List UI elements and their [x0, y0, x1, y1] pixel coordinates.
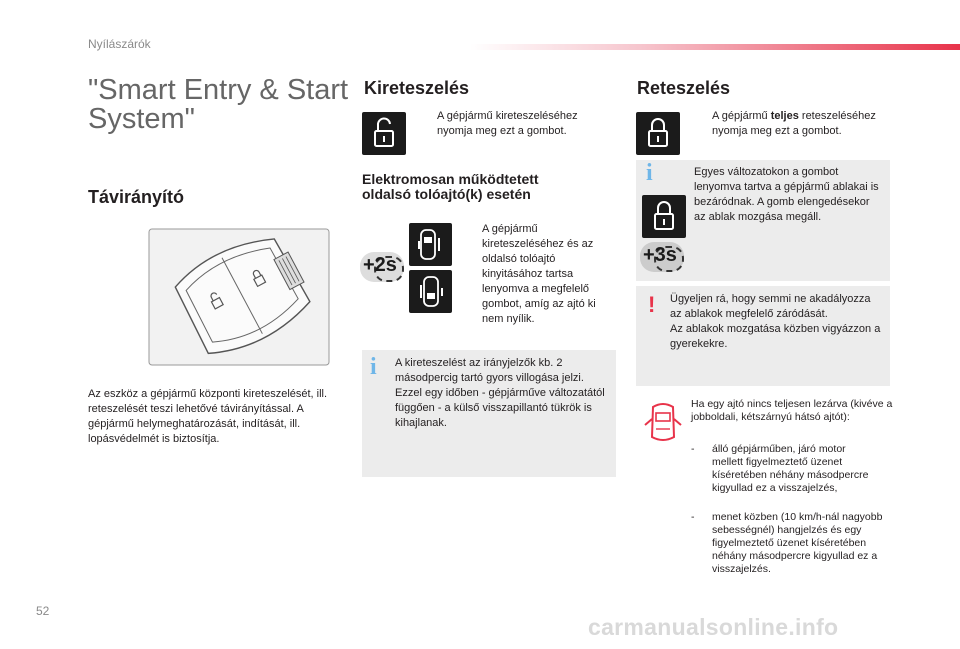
sliding-door-left-icon — [409, 223, 452, 266]
lock-text-bold: teljes — [770, 110, 799, 122]
unlock-padlock-icon — [362, 112, 406, 155]
warning-icon: ! — [648, 292, 656, 317]
lock-info-text: Egyes változatokon a gombot lenyomva tartva a gépjármű ablakai is bezáródnak. A gomb elengedésekor az ablak mozgása megáll. — [694, 166, 879, 223]
page-number: 52 — [36, 604, 50, 618]
page-title: "Smart Entry & Start System" — [88, 74, 349, 135]
info-icon: i — [646, 160, 653, 186]
unlock-title: Kireteszelés — [364, 78, 470, 98]
door-item-dash: - — [691, 511, 695, 523]
sliding-door-right-icon — [409, 270, 452, 313]
lock-warning-text: Ügyeljen rá, hogy semmi ne akadályozza az ablakok megfelelő záródását. Az ablakok mozgatása közben vigyázzon a gyerekekre. — [670, 293, 881, 350]
lock-info-panel — [636, 160, 890, 281]
lock-warning-panel — [636, 286, 890, 386]
header-accent-bar — [470, 44, 960, 50]
lock-instruction — [712, 109, 890, 139]
timer-2s-label: +2s — [363, 254, 397, 276]
door-item-dash: - — [691, 443, 695, 455]
lock-text-post: reteszeléséhez nyomja meg ezt a gombot. — [712, 110, 876, 137]
remote-subtitle: Távirányító — [88, 187, 185, 207]
timer-2s-icon — [360, 252, 404, 282]
door-warning-intro: Ha egy ajtó nincs teljesen lezárva (kivéve a jobboldali, kétszárnyú hátsó ajtót): — [691, 398, 893, 423]
timer-3s-label: +3s — [643, 244, 677, 266]
sliding-door-instruction: A gépjármű kireteszeléséhez és az oldalsó tolóajtó kinyitásához tartsa lenyomva a megfelelő gombot, amíg az ajtó ki nem nyílik. — [482, 223, 596, 325]
sliding-door-subtitle-line1: Elektromosan működtetett — [362, 171, 539, 187]
door-warning-item: menet közben (10 km/h-nál nagyobb sebességnél) hangjelzés és egy figyelmeztető üzenet kíséretében néhány másodpercre kigyullad ez a visszajelzés. — [712, 511, 883, 575]
info-icon: i — [370, 354, 377, 380]
unlock-info-panel — [362, 350, 616, 477]
lock-title: Reteszelés — [637, 78, 731, 98]
sliding-door-subtitle-line2: oldalsó tolóajtó(k) esetén — [362, 186, 531, 202]
lock-padlock-icon — [636, 112, 680, 155]
open-door-warning-icon — [641, 399, 685, 445]
door-warning-item: álló gépjárműben, járó motor mellett figyelmeztető üzenet kíséretében néhány másodpercre kigyullad ez a visszajelzés, — [712, 443, 869, 494]
section-header: Nyílászárók — [88, 37, 151, 51]
unlock-instruction: A gépjármű kireteszeléséhez nyomja meg ezt a gombot. — [437, 110, 578, 137]
watermark: carmanualsonline.info — [588, 614, 839, 640]
lock-text-pre: A gépjármű — [712, 110, 771, 122]
unlock-info-text: A kireteszelést az irányjelzők kb. 2 másodpercig tartó gyors villogása jelzi. Ezzel egy időben - gépjárműve változatától függően - a külső visszapillantó tükrök is kihajlanak. — [395, 357, 605, 429]
remote-description: Az eszköz a gépjármű központi kireteszelését, ill. reteszelését teszi lehetővé távirányítással. A gépjármű helymeghatározását, indítását, ill. lopásvédelmét is biztosítja. — [88, 388, 328, 445]
lock-padlock-icon — [642, 195, 686, 238]
key-fob-illustration — [148, 228, 330, 366]
timer-3s-icon — [640, 242, 684, 272]
